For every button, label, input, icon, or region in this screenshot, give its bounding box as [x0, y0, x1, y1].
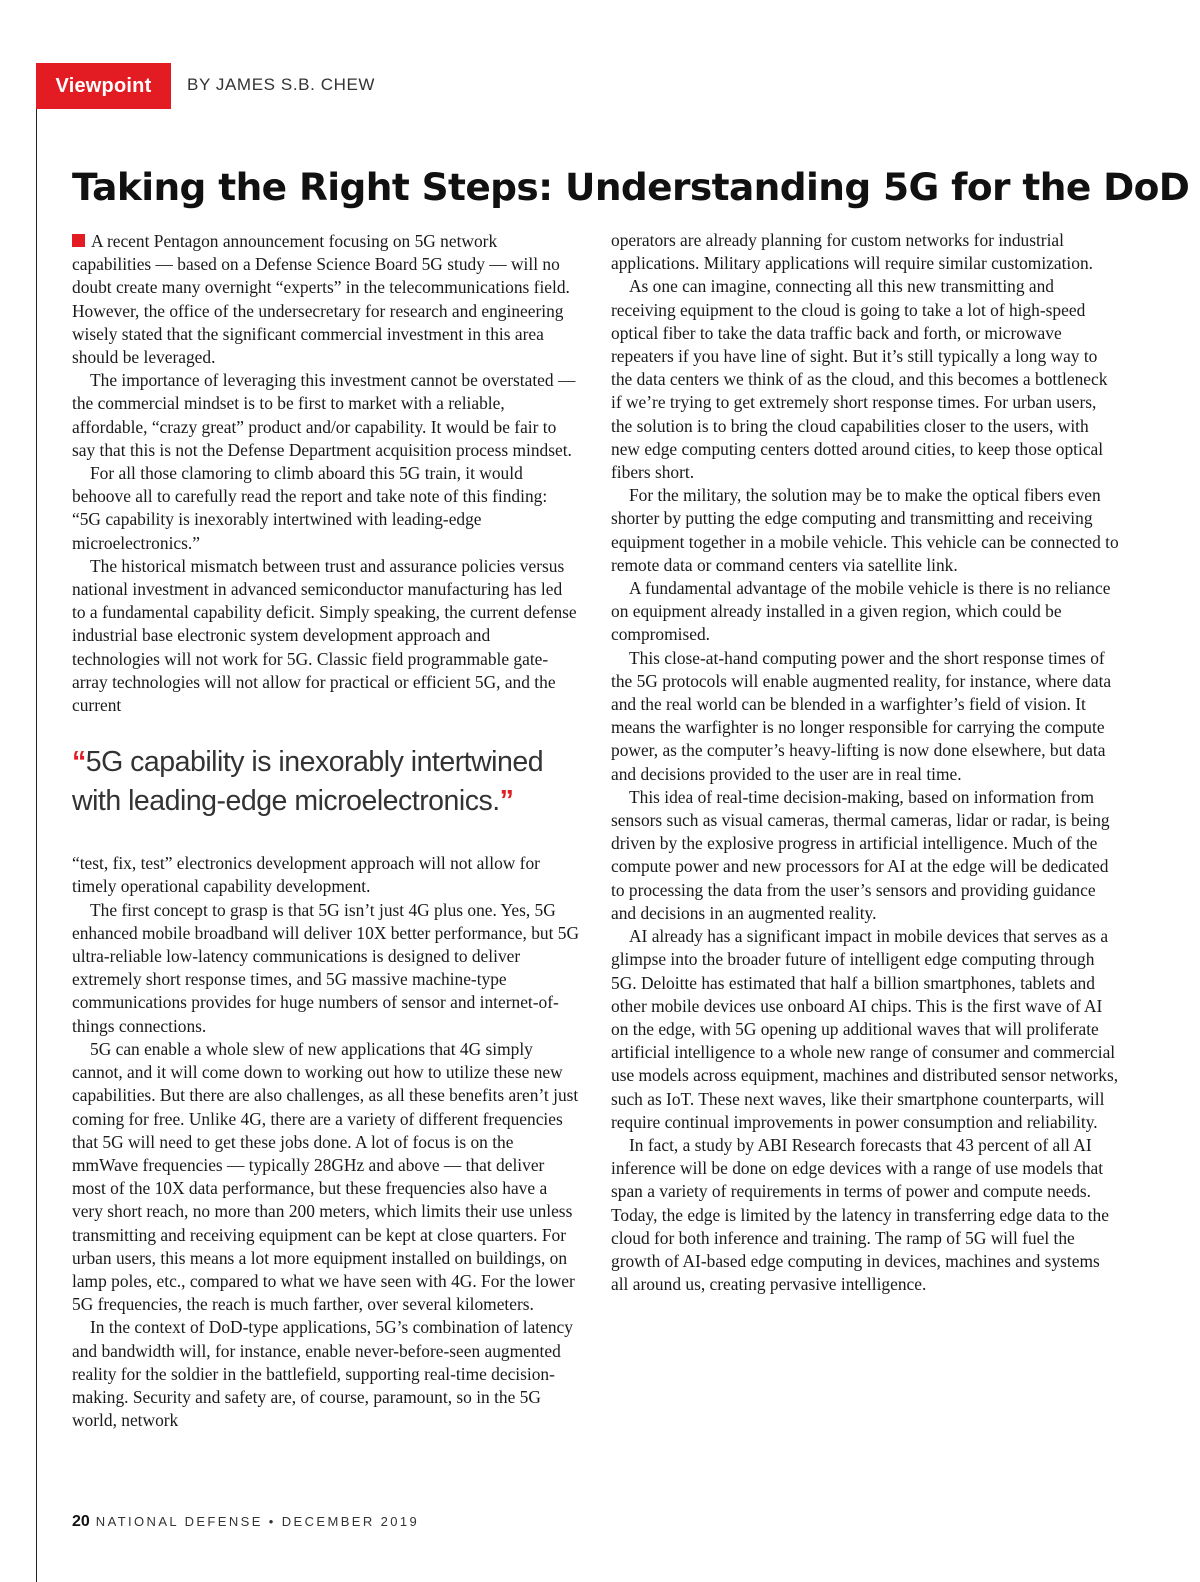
- paragraph: The historical mismatch between trust and assurance policies versus national investment in advanced semiconductor manufacturing has led to a fundamental capability deficit. Simply speaking, the current defense industrial base electronic system development approach and technologies will not work for 5G. Classic field programmable gate-array technologies will not allow for practical or efficient 5G, and the current: [72, 555, 577, 716]
- page-footer: [72, 1513, 419, 1531]
- open-quote-mark: “: [72, 746, 86, 779]
- left-column: [72, 230, 580, 1432]
- paragraph: The first concept to grasp is that 5G isn’t just 4G plus one. Yes, 5G enhanced mobile broadband will deliver 10X better performance, but 5G ultra-reliable low-latency communications is designed to deliver extremely short response times, and 5G massive machine-type communications provides for huge numbers of sensor and internet-of-things connections.: [72, 899, 580, 1036]
- pull-quote-text: 5G capability is inexorably intertwined with leading-edge microelectronics.: [72, 746, 544, 818]
- paragraph: For all those clamoring to climb aboard this 5G train, it would behoove all to carefully read the report and take note of this finding: “5G capability is inexorably intertwined with leading-edge microelectronics.”: [72, 463, 548, 553]
- paragraph-text: A recent Pentagon announcement focusing on 5G network capabilities — based on a Defense Science Board 5G study — will no doubt create many overnight “experts” in the telecommunications field. However, the office of the undersecretary for research and engineering wisely stated that the significant commercial investment in this area should be leveraged.: [72, 231, 570, 368]
- paragraph: For the military, the solution may be to make the optical fibers even shorter by putting the edge computing and transmitting and receiving equipment together in a mobile vehicle. This vehicle can be connected to remote data or command centers via satellite link.: [611, 485, 1119, 575]
- left-margin-rule: [36, 98, 37, 1582]
- paragraph: In the context of DoD-type applications, 5G’s combination of latency and bandwidth will, for instance, enable never-before-seen augmented reality for the soldier in the battlefield, supporting real-time decision-making. Security and safety are, of course, paramount, so in the 5G world, network: [72, 1317, 573, 1431]
- article-title: Taking the Right Steps: Understanding 5G for the DoD: [72, 165, 1190, 209]
- paragraph: This close-at-hand computing power and the short response times of the 5G protocols will enable augmented reality, for instance, where data and the real world can be blended in a warfighter’s field of vision. It means the warfighter is no longer responsible for carrying the compute power, as the computer’s heavy-lifting is now done elsewhere, but data and decisions provided to the user are in real time.: [611, 647, 1112, 784]
- paragraph: This idea of real-time decision-making, based on information from sensors such as visual cameras, thermal cameras, lidar or radar, is being driven by the explosive progress in artificial intelligence. Much of the compute power and new processors for AI at the edge will be dedicated to processing the data from the user’s sensors and providing guidance and decisions in an augmented reality.: [611, 786, 1110, 923]
- paragraph: “test, fix, test” electronics development approach will not allow for timely operational capability development.: [72, 853, 540, 897]
- paragraph: In fact, a study by ABI Research forecasts that 43 percent of all AI inference will be done on edge devices with a range of use models that span a variety of requirements in terms of power and compute needs. Today, the edge is limited by the latency in transferring edge data to the cloud for both inference and training. The ramp of 5G will fuel the growth of AI-based edge computing in devices, machines and systems all around us, creating pervasive intelligence.: [611, 1134, 1109, 1295]
- publication-line: NATIONAL DEFENSE • DECEMBER 2019: [95, 1514, 420, 1529]
- paragraph: A fundamental advantage of the mobile vehicle is there is no reliance on equipment already installed in a given region, which could be compromised.: [611, 578, 1111, 645]
- byline: BY JAMES S.B. CHEW: [187, 75, 376, 94]
- paragraph: operators are already planning for custom networks for industrial applications. Military applications will require similar customization.: [611, 230, 1093, 274]
- paragraph: As one can imagine, connecting all this new transmitting and receiving equipment to the cloud is going to take a lot of high-speed optical fiber to take the data traffic back and forth, or microwave repeaters if you have line of sight. But it’s still typically a long way to the data centers we think of as the cloud, and this becomes a bottleneck if we’re trying to get extremely short response times. For urban users, the solution is to bring the cloud capabilities closer to the users, with new edge computing centers dotted around cities, to keep those optical fibers short.: [611, 276, 1108, 483]
- section-tag: Viewpoint: [36, 63, 171, 109]
- right-column: [611, 229, 1119, 1296]
- paragraph: The importance of leveraging this investment cannot be overstated — the commercial mindset is to be first to market with a reliable, affordable, “crazy great” product and/or capability. It would be fair to say that this is not the Defense Department acquisition process mindset.: [72, 370, 576, 460]
- red-square-icon: [72, 234, 85, 247]
- paragraph: [72, 230, 580, 369]
- close-quote-mark: ”: [499, 785, 514, 818]
- page-number: 20: [72, 1513, 90, 1530]
- paragraph: 5G can enable a whole slew of new applications that 4G simply cannot, and it will come down to working out how to utilize these new capabilities. But there are also challenges, as all these benefits aren’t just coming for free. Unlike 4G, there are a variety of different frequencies that 5G will need to get these jobs done. A lot of focus is on the mmWave frequencies — typically 28GHz and above — that deliver most of the 10X data performance, but these frequencies also have a very short reach, no more than 200 meters, which limits their use unless transmitting and receiving equipment can be kept at close quarters. For urban users, this means a lot more equipment installed on buildings, on lamp poles, etc., compared to what we have seen with 4G. For the lower 5G frequencies, the reach is much farther, over several kilometers.: [72, 1038, 579, 1315]
- pull-quote: [72, 743, 580, 821]
- paragraph: AI already has a significant impact in mobile devices that serves as a glimpse into the broader future of intelligent edge computing through 5G. Deloitte has estimated that half a billion smartphones, tablets and other mobile devices use onboard AI chips. This is the first wave of AI on the edge, with 5G opening up additional waves that will proliferate artificial intelligence to a whole new range of consumer and commercial use models across equipment, machines and distributed sensor networks, such as IoT. These next waves, like their smartphone counterparts, will require continual improvements in power consumption and reliability.: [611, 926, 1119, 1132]
